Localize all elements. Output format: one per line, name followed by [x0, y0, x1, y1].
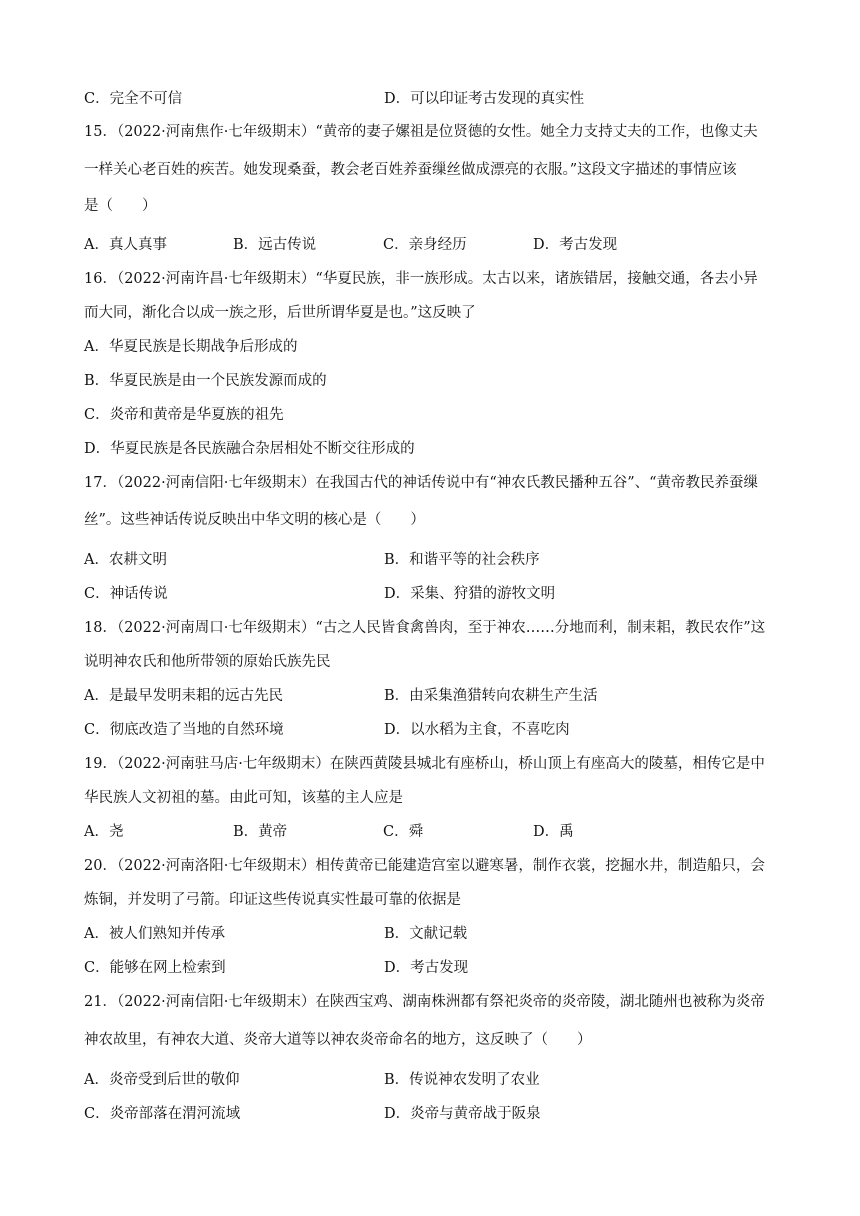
question-20-stem-line: 20．（2022·河南洛阳·七年级期末）相传黄帝已能建造宫室以避寒暑，制作衣裳，挖掘水井，制造船只，会 — [84, 858, 765, 874]
option-a: A．尧 — [84, 824, 124, 840]
option-b: B．文献记载 — [384, 926, 468, 942]
option-c: C．炎帝和黄帝是华夏族的祖先 — [84, 407, 284, 423]
option-a: A．被人们熟知并传承 — [84, 926, 225, 942]
option-a: A．是最早发明耒耜的远古先民 — [84, 688, 283, 704]
option-c: C．彻底改造了当地的自然环境 — [84, 722, 284, 738]
question-21-stem-line: 神农故里，有神农大道、炎帝大道等以神农炎帝命名的地方，这反映了（ ） — [84, 1032, 592, 1048]
option-c: C．亲身经历 — [383, 237, 467, 253]
option-d: D．考古发现 — [533, 237, 618, 253]
option-c: C．舜 — [383, 824, 424, 840]
option-c: C．神话传说 — [84, 586, 168, 602]
question-18-stem-line: 说明神农氏和他所带领的原始氏族先民 — [84, 654, 331, 670]
option-b: B．黄帝 — [233, 824, 288, 840]
question-15-stem-line: 15．（2022·河南焦作·七年级期末）“黄帝的妻子嫘祖是位贤德的女性。她全力支持丈夫的工作，也像丈夫 — [84, 124, 758, 140]
question-16-stem-line: 而大同，渐化合以成一族之形，后世所谓华夏是也。”这反映了 — [84, 305, 476, 321]
option-d: D．炎帝与黄帝战于阪泉 — [384, 1106, 541, 1122]
question-16-stem-line: 16．（2022·河南许昌·七年级期末）“华夏民族，非一族形成。太古以来，诸族错居，接触交通，各去小异 — [84, 271, 758, 287]
option-d: D．采集、狩猎的游牧文明 — [384, 586, 556, 602]
option-d: D．以水稻为主食，不喜吃肉 — [384, 722, 570, 738]
question-19-stem-line: 华民族人文初祖的墓。由此可知，该墓的主人应是 — [84, 790, 403, 806]
option-a: A．炎帝受到后世的敬仰 — [84, 1072, 240, 1088]
option-d: D．禹 — [533, 824, 574, 840]
option-d: D．可以印证考古发现的真实性 — [384, 91, 585, 107]
question-17-stem-line: 丝”。这些神话传说反映出中华文明的核心是（ ） — [84, 512, 425, 528]
option-c: C．能够在网上检索到 — [84, 960, 226, 976]
option-b: B．华夏民族是由一个民族发源而成的 — [84, 373, 327, 389]
option-a: A．华夏民族是长期战争后形成的 — [84, 339, 298, 355]
option-b: B．远古传说 — [233, 237, 317, 253]
question-15-stem-line: 一样关心老百姓的疾苦。她发现桑蚕，教会老百姓养蚕缫丝做成漂亮的衣服。”这段文字描述的事情应该 — [84, 162, 737, 178]
question-19-stem-line: 19．（2022·河南驻马店·七年级期末）在陕西黄陵县城北有座桥山，桥山顶上有座高大的陵墓，相传它是中 — [84, 756, 765, 772]
option-c: C．炎帝部落在渭河流域 — [84, 1106, 241, 1122]
option-b: B．由采集渔猎转向农耕生产生活 — [384, 688, 598, 704]
option-a: A．农耕文明 — [84, 552, 167, 568]
option-b: B．和谐平等的社会秩序 — [384, 552, 540, 568]
option-b: B．传说神农发明了农业 — [384, 1072, 540, 1088]
option-d: D．华夏民族是各民族融合杂居相处不断交往形成的 — [84, 441, 415, 457]
option-a: A．真人真事 — [84, 237, 167, 253]
question-20-stem-line: 炼铜，并发明了弓箭。印证这些传说真实性最可靠的依据是 — [84, 892, 461, 908]
question-17-stem-line: 17．（2022·河南信阳·七年级期末）在我国古代的神话传说中有“神农氏教民播种五谷”、“黄帝教民养蚕缫 — [84, 475, 759, 491]
question-15-stem-line: 是（ ） — [84, 198, 157, 214]
option-c: C．完全不可信 — [84, 91, 183, 107]
option-d: D．考古发现 — [384, 960, 469, 976]
question-21-stem-line: 21．（2022·河南信阳·七年级期末）在陕西宝鸡、湖南株洲都有祭祀炎帝的炎帝陵，湖北随州也被称为炎帝 — [84, 994, 765, 1010]
question-18-stem-line: 18．（2022·河南周口·七年级期末）“古之人民皆食禽兽肉，至于神农……分地而利，制耒耜，教民农作”这 — [84, 620, 766, 636]
